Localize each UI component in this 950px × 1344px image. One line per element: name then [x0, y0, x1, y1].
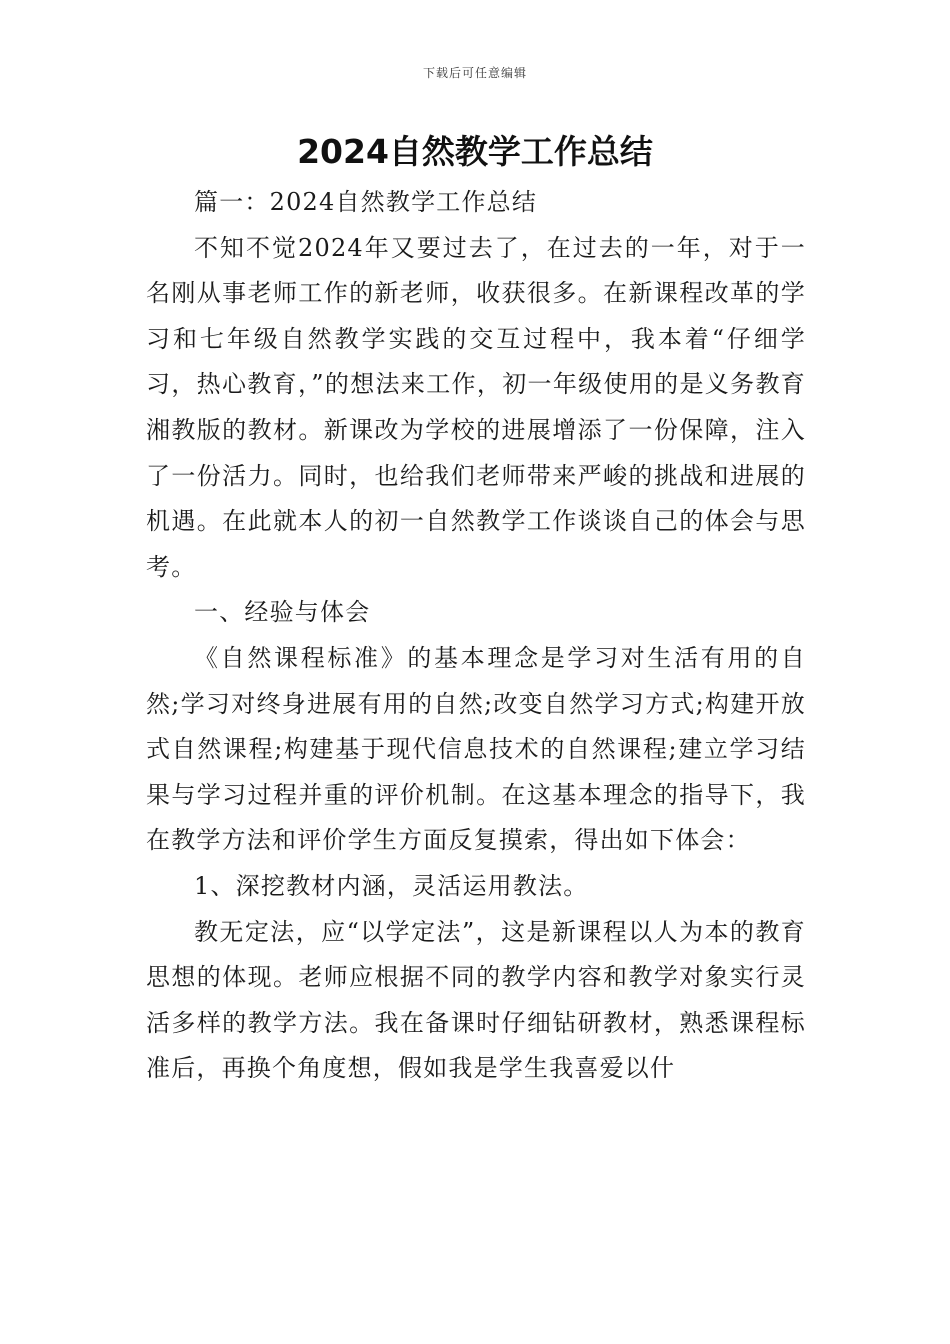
body-paragraph: 教无定法，应“以学定法”，这是新课程以人为本的教育思想的体现。老师应根据不同的教学内容和教学对象实行灵活多样的教学方法。我在备课时仔细钻研教材，熟悉课程标准后，再换个角度想，假如我是学生我喜爱以什	[146, 917, 806, 1083]
header-note: 下载后可任意编辑	[422, 66, 527, 80]
section-heading-experience: 一、经验与体会	[194, 598, 371, 627]
body-paragraph: 《自然课程标准》的基本理念是学习对生活有用的自然;学习对终身进展有用的自然;改变自然学习方式;构建开放式自然课程;构建基于现代信息技术的自然课程;建立学习结果与学习过程并重的评价机制。在这基本理念的指导下，我在教学方法和评价学生方面反复摸索，得出如下体会：	[146, 643, 806, 855]
subsection-heading: 1、深挖教材内涵，灵活运用教法。	[194, 871, 589, 900]
body-paragraph: 不知不觉2024年又要过去了，在过去的一年，对于一名刚从事老师工作的新老师，收获很多。在新课程改革的学习和七年级自然教学实践的交互过程中，我本着“仔细学习，热心教育，”的想法来工作，初一年级使用的是义务教育湘教版的教材。新课改为学校的进展增添了一份保障，注入了一份活力。同时，也给我们老师带来严峻的挑战和进展的机遇。在此就本人的初一自然教学工作谈谈自己的体会与思考。	[146, 233, 806, 581]
document-title: 2024自然教学工作总结	[297, 132, 653, 171]
section-heading-part-one: 篇一：2024自然教学工作总结	[194, 188, 538, 216]
document-body	[146, 180, 806, 1092]
